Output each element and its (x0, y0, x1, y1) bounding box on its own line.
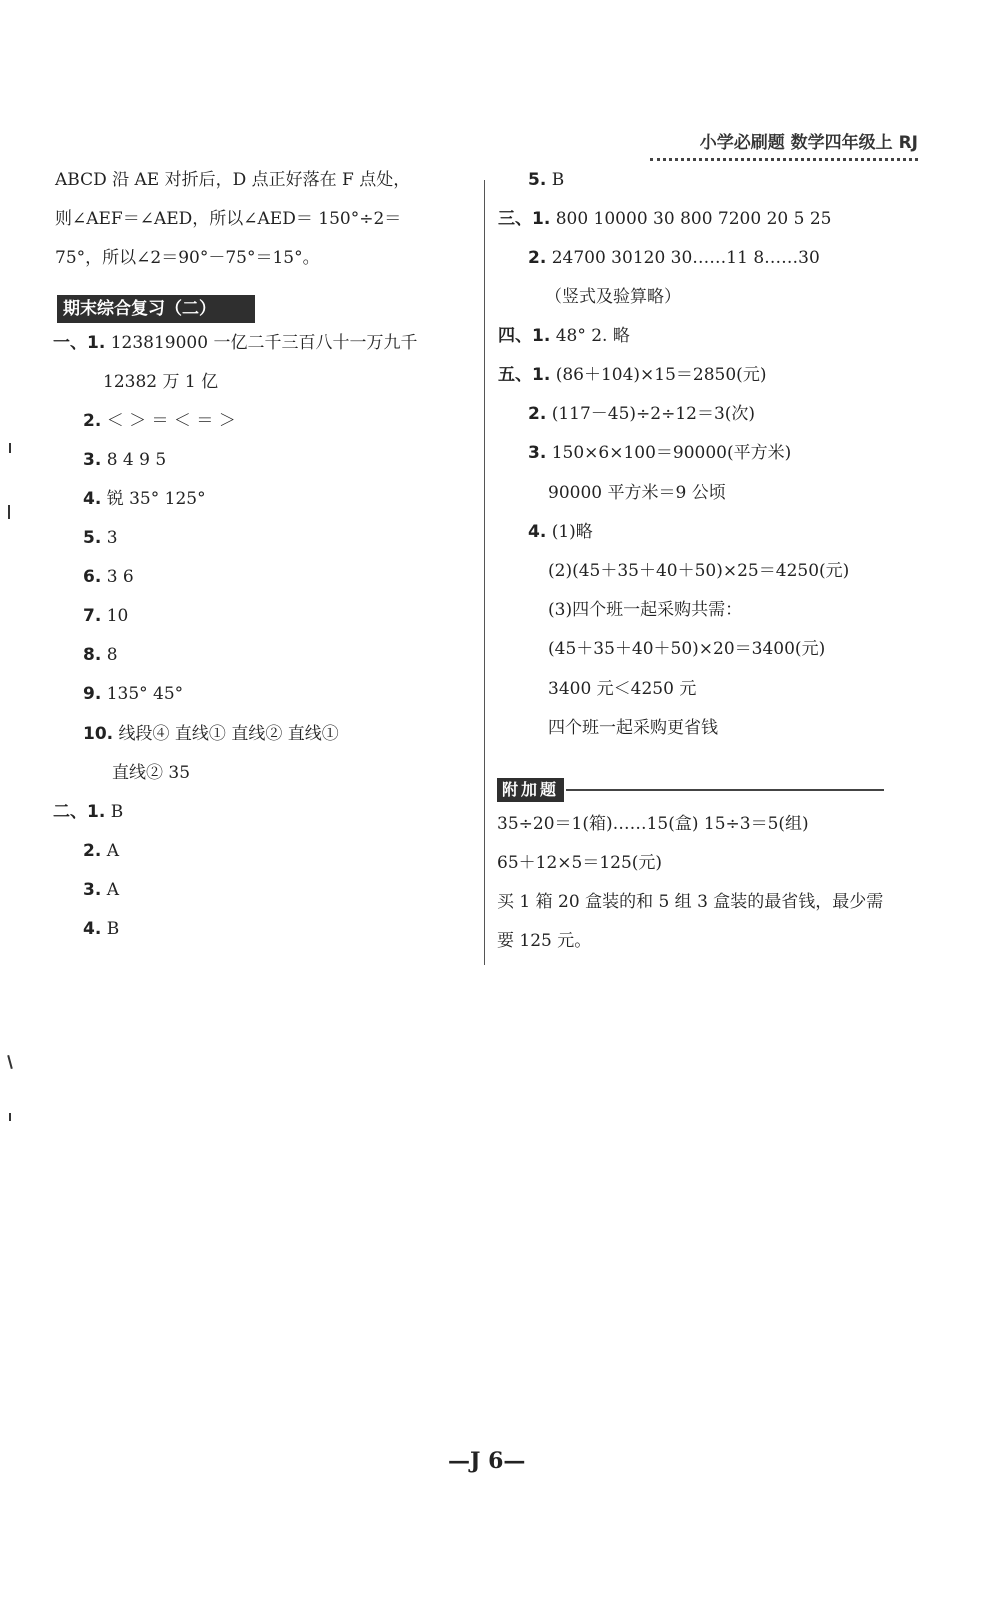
item-text: 24700 30120 30……11 8……30 (551, 248, 820, 268)
item-number: 四、1. (498, 326, 551, 346)
item-number: 3. (83, 450, 102, 470)
answer-item (548, 481, 726, 505)
item-text: 135° 45° (106, 684, 184, 704)
item-number: 3. (528, 443, 547, 463)
item-number: 4. (83, 919, 102, 939)
item-text: ＜ ＞ ＝ ＜ ＝ ＞ (106, 411, 236, 431)
column-divider (484, 180, 485, 965)
answer-item (53, 331, 417, 355)
item-text: (117－45)÷2÷12＝3(次) (551, 404, 756, 424)
item-number: 五、1. (498, 365, 551, 385)
item-number: 6. (83, 567, 102, 587)
answer-item (498, 207, 831, 231)
answer-item (548, 677, 696, 701)
left-continuation-line: 则∠AEF＝∠AED，所以∠AED＝ 150°÷2＝ (55, 209, 402, 229)
answer-item (528, 402, 755, 426)
bonus-title: 附加题 (497, 778, 564, 802)
answer-item (528, 168, 564, 192)
answer-item (83, 682, 183, 706)
answer-item (528, 520, 593, 544)
answer-item (83, 604, 128, 628)
answer-item (498, 324, 630, 348)
answer-item (112, 761, 190, 785)
item-text: 直线② 35 (112, 763, 191, 783)
bonus-line: 买 1 箱 20 盒装的和 5 组 3 盒装的最省钱，最少需 (497, 892, 884, 912)
item-text: 3400 元＜4250 元 (548, 679, 697, 699)
item-text: (2)(45＋35＋40＋50)×25＝4250(元) (548, 561, 850, 581)
item-text: 线段④ 直线① 直线② 直线① (118, 724, 339, 744)
left-continuation-line: ABCD 沿 AE 对折后，D 点正好落在 F 点处， (55, 170, 411, 190)
item-number: 三、1. (498, 209, 551, 229)
item-text: 8 (106, 645, 118, 665)
item-text: B (551, 170, 565, 190)
item-text: A (106, 880, 119, 900)
scan-mark (9, 443, 11, 453)
page-number: —J 6— (448, 1448, 526, 1474)
item-number: 4. (83, 489, 102, 509)
answer-item (83, 878, 119, 902)
answer-item (83, 487, 206, 511)
item-number: 9. (83, 684, 102, 704)
item-text: B (110, 802, 124, 822)
item-text: (45＋35＋40＋50)×20＝3400(元) (548, 639, 826, 659)
item-text: B (106, 919, 120, 939)
answer-item (528, 246, 820, 270)
item-text: （竖式及验算略） (545, 287, 681, 307)
answer-item (548, 637, 825, 661)
bonus-section-header (497, 778, 884, 802)
bonus-line: 35÷20＝1(箱)……15(盒) 15÷3＝5(组) (497, 814, 809, 834)
item-number: 2. (528, 248, 547, 268)
item-number: 5. (528, 170, 547, 190)
item-text: 12382 万 1 亿 (103, 372, 219, 392)
item-number: 2. (528, 404, 547, 424)
answer-item (548, 559, 849, 583)
scan-mark (7, 1055, 13, 1069)
item-text: 800 10000 30 800 7200 20 5 25 (555, 209, 832, 229)
item-text: (3)四个班一起采购共需： (548, 600, 743, 620)
item-text: (1)略 (551, 522, 593, 542)
item-number: 一、1. (53, 333, 106, 353)
answer-item (528, 441, 791, 465)
item-text: 锐 35° 125° (106, 489, 206, 509)
answer-item (548, 716, 718, 740)
item-number: 5. (83, 528, 102, 548)
answer-item (548, 598, 742, 622)
answer-item (83, 643, 118, 667)
left-continuation-line: 75°，所以∠2＝90°－75°＝15°。 (55, 248, 320, 268)
item-text: 48° 2. 略 (555, 326, 630, 346)
item-number: 7. (83, 606, 102, 626)
bonus-line: 65＋12×5＝125(元) (497, 853, 663, 873)
item-text: 123819000 一亿二千三百八十一万九千 (110, 333, 418, 353)
header-dotted-rule (650, 158, 918, 161)
scan-mark (8, 505, 10, 519)
answer-item (83, 448, 166, 472)
answer-item (83, 917, 119, 941)
item-text: (86＋104)×15＝2850(元) (555, 365, 767, 385)
item-number: 4. (528, 522, 547, 542)
answer-item (83, 839, 119, 863)
item-number: 2. (83, 411, 102, 431)
item-number: 10. (83, 724, 114, 744)
item-number: 二、1. (53, 802, 106, 822)
item-text: 10 (106, 606, 129, 626)
answer-item (545, 285, 681, 309)
item-text: 四个班一起采购更省钱 (548, 718, 718, 738)
answer-item (498, 363, 766, 387)
answer-item (53, 800, 123, 824)
item-number: 2. (83, 841, 102, 861)
page-header: 小学必刷题 数学四年级上 RJ (699, 133, 918, 153)
answer-item (83, 565, 134, 589)
item-text: 150×6×100＝90000(平方米) (551, 443, 792, 463)
item-text: 90000 平方米＝9 公顷 (548, 483, 726, 503)
item-number: 3. (83, 880, 102, 900)
item-text: A (106, 841, 119, 861)
bonus-title-rule (566, 789, 884, 791)
item-text: 3 (106, 528, 118, 548)
item-text: 3 6 (106, 567, 134, 587)
answer-item (83, 526, 118, 550)
bonus-line: 要 125 元。 (497, 931, 592, 951)
answer-item (83, 722, 339, 746)
section-title: 期末综合复习（二） (57, 295, 255, 323)
answer-item (103, 370, 218, 394)
item-number: 8. (83, 645, 102, 665)
answer-item (83, 409, 236, 433)
scan-mark (9, 1113, 11, 1121)
item-text: 8 4 9 5 (106, 450, 167, 470)
